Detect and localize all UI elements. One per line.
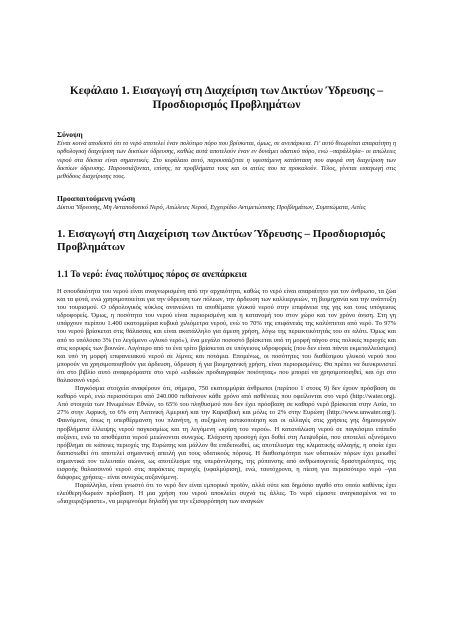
chapter-title: Κεφάλαιο 1. Εισαγωγή στη Διαχείριση των Δικτύων Ύδρευσης – Προσδιορισμός Προβλημάτων: [69, 85, 384, 111]
body-paragraph: Παγκόσμια στοιχεία αναφέρουν ότι, σήμερα, 750 εκατομμύρια άνθρωποι (περίπου 1 στους 9) δεν έχουν πρόσβαση σε καθαρό νερό, ενώ περισσότεροι από 240.000 πεθαίνουν κάθε χρόνο από ασθένειες που οφείλονται στο νερό (http://water.org). Από στοιχεία των Ηνωμένων Εθνών, το 65% του πληθυσμού που δεν έχει πρόσβαση σε καθαρό νερό βρίσκεται στην Ασία, το 27% στην Αφρική, το 6% στη Λατινική Αμερική και την Καραϊβική και μόλις το 2% στην Ευρώπη (http://www.unwater.org/). Φαινόμενα, όπως η υπερθέρμανση του πλανήτη, η αυξημένη αστικοποίηση και οι αλλαγές στις χρήσεις γης δημιουργούν προβλήματα έλλειψης νερού παγκοσμίως και τη λεγόμενη «κρίση του νερού». Η κατανάλωση νερού σε παγκόσμιο επίπεδο αυξάνει, ενώ τα αποθέματα νερού μειώνονται συνεχώς. Ελάχιστη προσοχή έχει δοθεί στη Λειψυδρία, που αποτελεί οξυνόμενο πρόβλημα σε κάποιες περιοχές της Ευρώπης και μάλλον θα επιδεινωθεί, ως αποτέλεσμα της κλιματικής αλλαγής, η οποία έχει διαπιστωθεί ότι αποτελεί σημαντική απειλή για τους υδατικούς πόρους. Η διαθεσιμότητα των υδατικών πόρων έχει μειωθεί σημαντικά τον τελευταίο αιώνα, ως αποτέλεσμα της υπεράντλησης, της ρύπανσης από ανθρωπογενείς δραστηριότητες, της εισροής θαλασσινού νερού στις παράκτιες περιοχές (υφαλμύριση), ενώ, ταυτόχρονα, η πίεση για περισσότερο νερό –για διάφορες χρήσεις– είναι συνεχώς αυξανόμενη.: [57, 385, 396, 482]
body-paragraph: Παράλληλα, είναι γνωστό ότι το νερό δεν είναι εμπορικό προϊόν, αλλά ούτε και δημόσιο αγαθό στο οποίο καθένας έχει ελεύθερη/δωρεάν πρόσβαση. Η μια χρήση του νερού αποκλείει συχνά τις άλλες. Το νερό είμαστε αναγκασμένοι να το «διαχειριζόμαστε», να μεριμνούμε δηλαδή για την εξισορρόπηση των αναγκών: [57, 482, 396, 506]
abstract-label: Σύνοψη: [57, 130, 83, 139]
abstract-text: Είναι κοινά αποδεκτό ότι το νερό αποτελεί έναν πολύτιμο πόρο που βρίσκεται, όμως, σε ανεπάρκεια. Γι' αυτό θεωρείται απαραίτητη η ορθολογική διαχείριση των δικτύων ύδρευσης, καθώς αυτά αποτελούν έναν εν δυνάμει υδατικό πόρο, ενώ –παράλληλα– οι απώλειες νερού στα δίκτυα είναι σημαντικές. Στο κεφάλαιο αυτό, παρουσιάζεται η υφιστάμενη κατάσταση που αφορά στη διαχείριση των δικτύων ύδρευσης. Παρουσιάζονται, επίσης, τα προβλήματα τους και οι αιτίες που τα προκαλούν. Τέλος, γίνεται εισαγωγή στις μεθόδους διαχείρισης τους.: [57, 140, 396, 181]
section-heading: 1. Εισαγωγή στη Διαχείριση των Δικτύων Ύδρευσης – Προσδιορισμός Προβλημάτων: [57, 227, 386, 254]
abstract-block: [57, 130, 396, 181]
subsection-heading: 1.1 Το νερό: ένας πολύτιμος πόρος σε ανεπάρκεια: [57, 268, 247, 279]
body-paragraph: Η σπουδαιότητα του νερού είναι αναγνωρισμένη από την αρχαιότητα, καθώς το νερό είναι απαραίτητο για τον άνθρωπο, τα ζώα και τα φυτά, ενώ χρησιμοποιείται για την ύδρευση των πόλεων, την άρδευση των καλλιεργειών, τη βιομηχανία και την ανάπτυξη του τουρισμού. Ο υδρολογικός κύκλος ανανεώνει τα αποθέματα γλυκού νερού στην επιφάνεια της γης και τους υπόγειους υδροφορείς. Όμως, η ποσότητα του νερού είναι περιορισμένη και η κατανομή του στον χώρο και τον χρόνο άνιση. Στη γη υπάρχουν περίπου 1.400 εκατομμύρια κυβικά χιλιόμετρα νερού, ενώ το 70% της επιφάνειάς της καλύπτεται από νερό. Το 97% του νερού βρίσκεται στις θάλασσες και είναι ακατάλληλο για άμεση χρήση, λόγω της περιεκτικότητάς του σε αλάτι. Όμως και από το υπόλοιπο 3% (το λεγόμενο «γλυκό νερό»), ένα μεγάλο ποσοστό βρίσκεται υπό τη μορφή πάγου στις πολικές περιοχές και στις κορυφές των βουνών. Λιγότερο από το ένα τρίτο βρίσκεται σε υπόγειους υδροφορείς (που δεν είναι πάντα εκμεταλλεύσιμοι) και υπό τη μορφή επιφανειακού νερού σε λίμνες και ποτάμια. Επομένως, οι ποσότητες του διαθέσιμου γλυκού νερού που μπορούν να χρησιμοποιηθούν για άρδευση, ύδρευση ή για βιομηχανική χρήση, είναι περιορισμένες. Θα πρέπει να διευκρινιστεί ότι στο βιβλίο αυτό αναφερόμαστε στο νερό «ειδικών προδιαγραφών ποιότητας» που μπορεί να χρησιμοποιηθεί, και όχι στο θαλασσινό νερό.: [57, 287, 396, 384]
prerequisites-label: Προαπαιτούμενη γνώση: [57, 194, 136, 204]
prerequisites-block: [57, 194, 396, 212]
prerequisites-text: Δίκτυα Ύδρευσης, Μη Ανταποδοτικό Νερό, Απώλειες Νερού, Εγχειρίδιο Αντιμετώπισης Προβλημάτων, Συμπτώματα, Αιτίες: [57, 204, 366, 212]
